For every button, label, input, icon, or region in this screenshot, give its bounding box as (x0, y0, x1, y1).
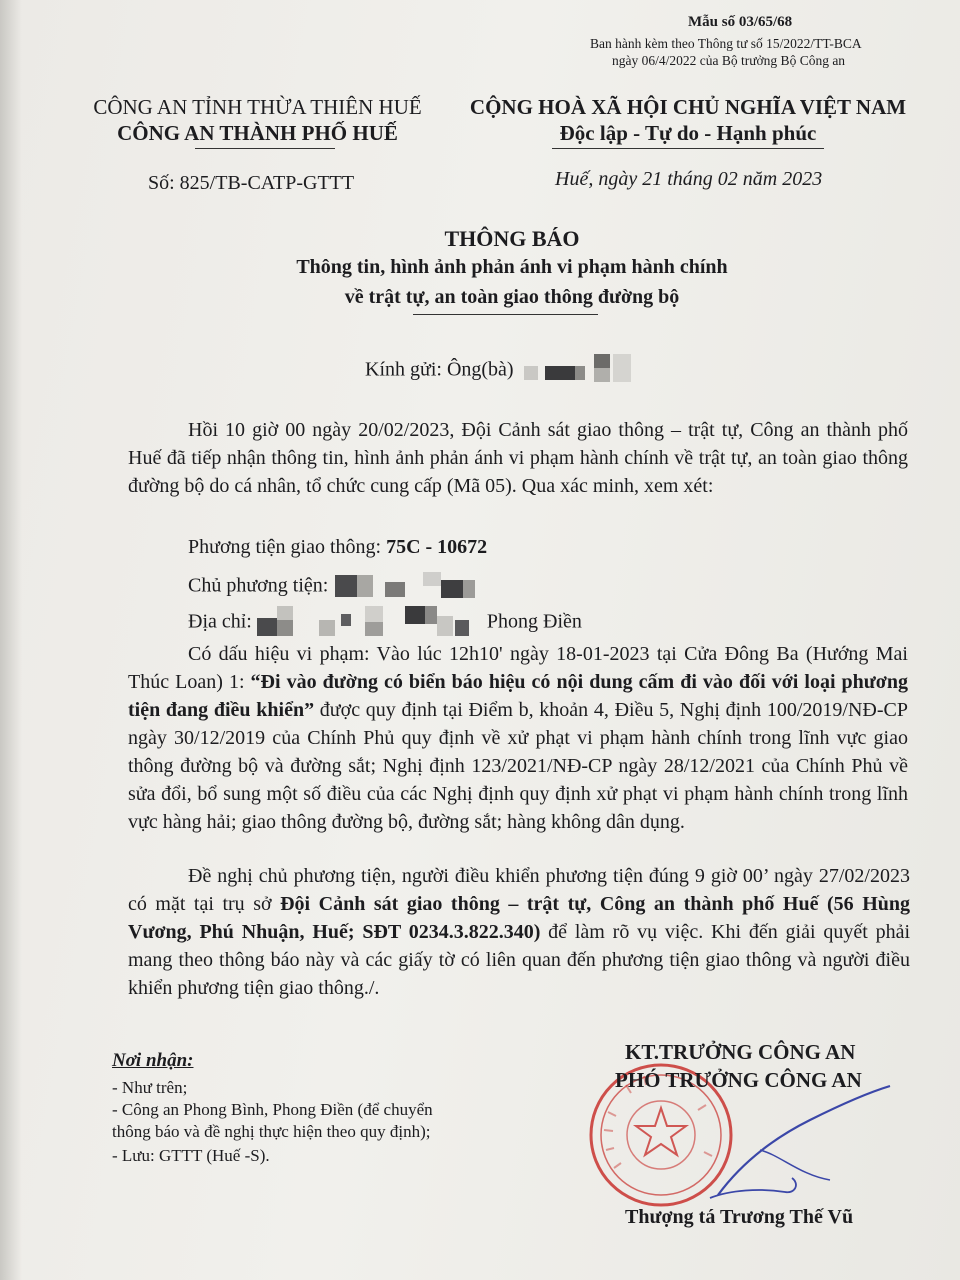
recipients-heading: Nơi nhận: (112, 1050, 194, 1071)
recipient-item: thông báo và đề nghị thực hiện theo quy định); (112, 1122, 431, 1141)
authority-line-2: CÔNG AN THÀNH PHỐ HUẾ (117, 121, 398, 145)
motto-underline (552, 148, 824, 149)
form-code: Mẫu số 03/65/68 (688, 14, 793, 30)
vehicle-line (188, 536, 487, 559)
request-intro: Đề nghị chủ phương tiện, người điều khiển phương tiện đúng 9 giờ 00’ ngày 27/02/2023 có mặt tại trụ sở (128, 865, 910, 915)
issuing-authority (90, 94, 425, 146)
national-motto: Độc lập - Tự do - Hạnh phúc (559, 121, 817, 145)
form-issued-line-1: Ban hành kèm theo Thông tư số 15/2022/TT-BCA (590, 36, 862, 51)
national-title: CỘNG HOÀ XÃ HỘI CHỦ NGHĨA VIỆT NAM (469, 95, 907, 119)
form-issued-line-2: ngày 06/4/2022 của Bộ trưởng Bộ Công an (612, 53, 846, 68)
recipient-item: - Công an Phong Bình, Phong Điền (để chuyển (112, 1100, 433, 1119)
paragraph-violation (128, 640, 908, 836)
document-date: Huế, ngày 21 tháng 02 năm 2023 (555, 168, 823, 190)
document-subtitle-2: về trật tự, an toàn giao thông đường bộ (344, 286, 680, 308)
recipient-item: - Lưu: GTTT (Huế -S). (112, 1146, 270, 1165)
redacted-owner-name (333, 572, 483, 602)
violation-legal-basis: được quy định tại Điểm b, khoản 4, Điều 5, Nghị định 100/2019/NĐ-CP ngày 30/12/2019 của Chính Phủ quy định về xử phạt vi phạm hành chính trong lĩnh vực giao thông đường bộ và đường sắt; Nghị định 123/2021/NĐ-CP ngày 28/12/2021 của Chính Phủ về sửa đổi, bổ sung một số điều của các Nghị định quy định xử phạt vi phạm hành chính trong lĩnh vực hàng hải; giao thông đường bộ, đường sắt; hàng không dân dụng. (128, 699, 908, 833)
paragraph-intro (128, 416, 908, 500)
signatory-title-1: KT.TRƯỞNG CÔNG AN (625, 1040, 856, 1064)
signatory-name: Thượng tá Trương Thế Vũ (625, 1206, 854, 1228)
request-rest: để làm rõ vụ việc. Khi đến giải quyết phải mang theo thông báo này và các giấy tờ có liên quan đến phương tiện giao thông và người điều khiển phương tiện giao thông./. (128, 921, 910, 999)
owner-label: Chủ phương tiện: (188, 574, 329, 597)
violation-description: “Đi vào đường có biển báo hiệu có nội dung cấm đi vào đối với loại phương tiện đang điều khiển” (128, 671, 908, 721)
vehicle-label: Phương tiện giao thông: (188, 536, 387, 558)
address-label: Địa chỉ: (188, 610, 252, 633)
paragraph-request (128, 862, 910, 1002)
address-tail: Phong Điền (486, 610, 582, 633)
national-header (468, 94, 908, 146)
document-subtitle-1: Thông tin, hình ảnh phản ánh vi phạm hành chính (296, 256, 728, 278)
request-location: Đội Cảnh sát giao thông – trật tự, Công an thành phố Huế (56 Hùng Vương, Phú Nhuận, Huế; SĐT 0234.3.822.340) (128, 893, 910, 943)
title-underline (413, 314, 598, 315)
recipient-label: Kính gửi: Ông(bà) (365, 358, 514, 381)
paragraph-intro-text: Hồi 10 giờ 00 ngày 20/02/2023, Đội Cảnh sát giao thông – trật tự, Công an thành phố Huế đã tiếp nhận thông tin, hình ảnh phản ánh vi phạm hành chính về trật tự, an toàn giao thông đường bộ do cá nhân, tổ chức cung cấp (Mã 05). Qua xác minh, xem xét: (128, 419, 908, 497)
recipient-line (365, 354, 644, 388)
document-number: Số: 825/TB-CATP-GTTT (148, 172, 355, 194)
signatory-title-2: PHÓ TRƯỞNG CÔNG AN (615, 1068, 862, 1092)
authority-line-1: CÔNG AN TỈNH THỪA THIÊN HUẾ (93, 95, 422, 119)
recipient-item: - Như trên; (112, 1078, 188, 1097)
owner-line (188, 572, 483, 602)
violation-intro: Có dấu hiệu vi phạm: Vào lúc 12h10' ngày 18-01-2023 tại Cửa Đông Ba (Hướng Mai Thúc Loan) 1: (128, 643, 908, 693)
redacted-address (257, 606, 482, 640)
page-edge-shadow (0, 0, 22, 1280)
document-title: THÔNG BÁO (444, 226, 580, 251)
authority-underline (195, 148, 335, 149)
redacted-recipient-name (519, 354, 644, 388)
address-line (188, 606, 582, 640)
license-plate: 75C - 10672 (386, 536, 488, 558)
